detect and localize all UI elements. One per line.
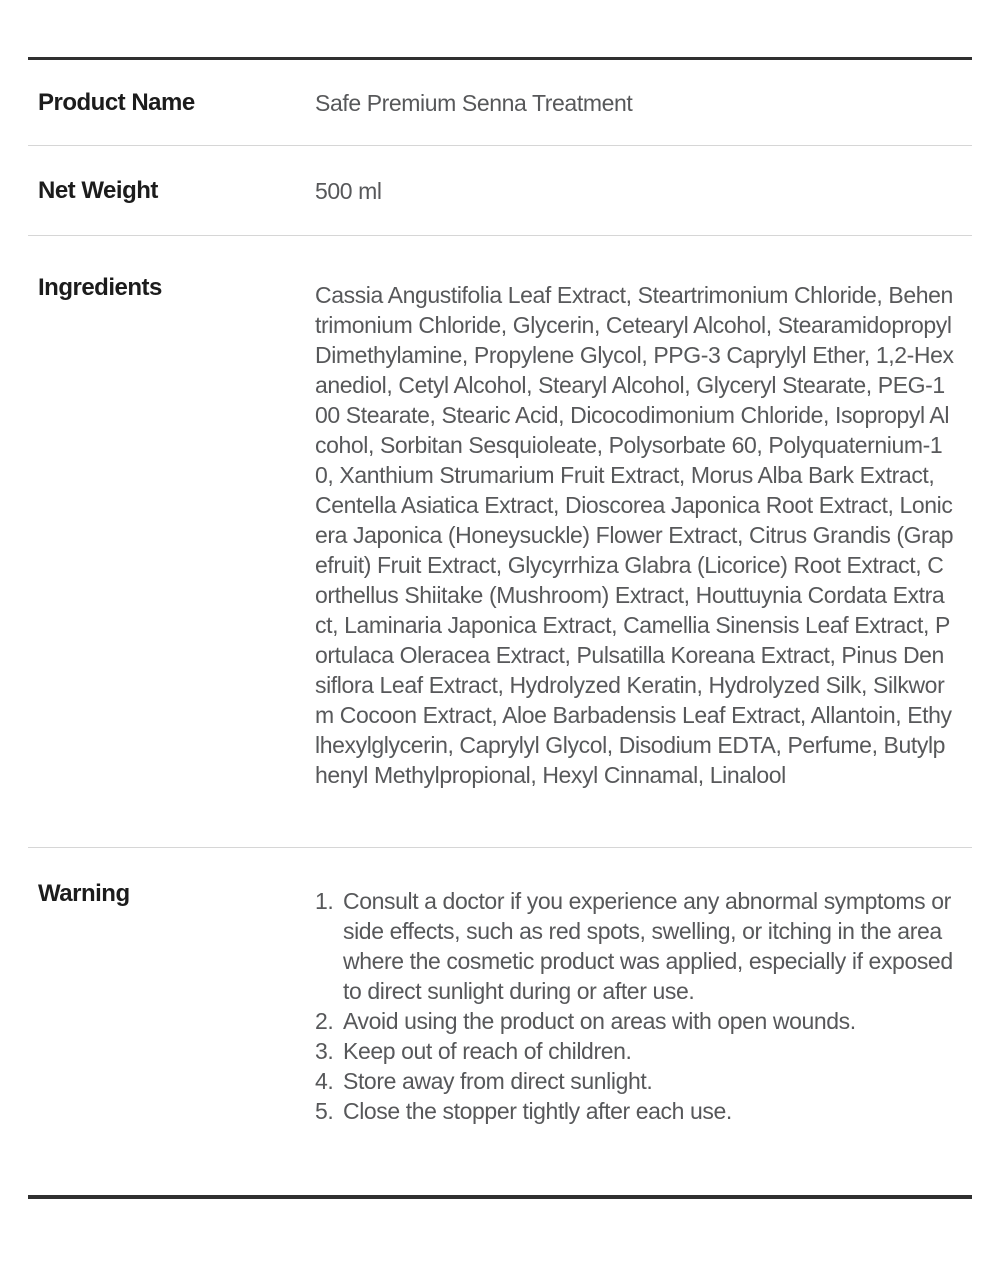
- ingredients-text: Cassia Angustifolia Leaf Extract, Steartrimonium Chloride, Behentrimonium Chloride, Glycerin, Cetearyl Alcohol, Stearamidopropyl Dimethylamine, Propylene Glycol, PPG-3 Caprylyl Ether, 1,2-Hexanediol, Cetyl Alcohol, Stearyl Alcohol, Glyceryl Stearate, PEG-100 Stearate, Stearic Acid, Dicocodimonium Chloride, Isopropyl Alcohol, Sorbitan Sesquioleate, Polysorbate 60, Polyquaternium-10, Xanthium Strumarium Fruit Extract, Morus Alba Bark Extract, Centella Asiatica Extract, Dioscorea Japonica Root Extract, Lonicera Japonica (Honeysuckle) Flower Extract, Citrus Grandis (Grapefruit) Fruit Extract, Glycyrrhiza Glabra (Licorice) Root Extract, Corthellus Shiitake (Mushroom) Extract, Houttuynia Cordata Extract, Laminaria Japonica Extract, Camellia Sinensis Leaf Extract, Portulaca Oleracea Extract, Pulsatilla Koreana Extract, Pinus Densiflora Leaf Extract, Hydrolyzed Keratin, Hydrolyzed Silk, Silkworm Cocoon Extract, Aloe Barbadensis Leaf Extract, Allantoin, Ethylhexylglycerin, Caprylyl Glycol, Disodium EDTA, Perfume, Butylphenyl Methylpropional, Hexyl Cinnamal, Linalool: [315, 282, 954, 788]
- ingredients-label: Ingredients: [38, 274, 162, 301]
- row-net-weight: [28, 146, 972, 236]
- product-spec-table: [28, 57, 972, 1199]
- warning-value: [315, 879, 972, 1195]
- warning-item-number: 3.: [315, 1038, 334, 1064]
- row-ingredients: [28, 236, 972, 848]
- warning-item-text: Store away from direct sunlight.: [343, 1068, 653, 1094]
- row-warning: [28, 848, 972, 1195]
- warning-item-text: Close the stopper tightly after each use.: [343, 1098, 732, 1124]
- warning-item-text: Consult a doctor if you experience any abnormal symptoms or side effects, such as red spots, swelling, or itching in the area where the cosmetic product was applied, especially if exposed to direct sunlight during or after use.: [343, 888, 953, 1004]
- warning-list: [315, 886, 954, 1126]
- warning-item-number: 1.: [315, 888, 334, 914]
- product-name-label: Product Name: [38, 88, 195, 116]
- net-weight-label: Net Weight: [38, 176, 158, 204]
- warning-item-number: 4.: [315, 1068, 334, 1094]
- warning-item: [315, 1066, 954, 1096]
- product-name-value: Safe Premium Senna Treatment: [315, 89, 633, 116]
- warning-item: [315, 1096, 954, 1126]
- ingredients-value: [315, 273, 972, 847]
- warning-item-number: 5.: [315, 1098, 334, 1124]
- row-product-name: [28, 60, 972, 146]
- warning-item: [315, 886, 954, 1006]
- warning-item: [315, 1036, 954, 1066]
- warning-item: [315, 1006, 954, 1036]
- net-weight-value: 500 ml: [315, 177, 382, 204]
- warning-item-text: Avoid using the product on areas with open wounds.: [343, 1008, 856, 1034]
- warning-item-text: Keep out of reach of children.: [343, 1038, 632, 1064]
- warning-item-number: 2.: [315, 1008, 334, 1034]
- warning-label: Warning: [38, 880, 130, 907]
